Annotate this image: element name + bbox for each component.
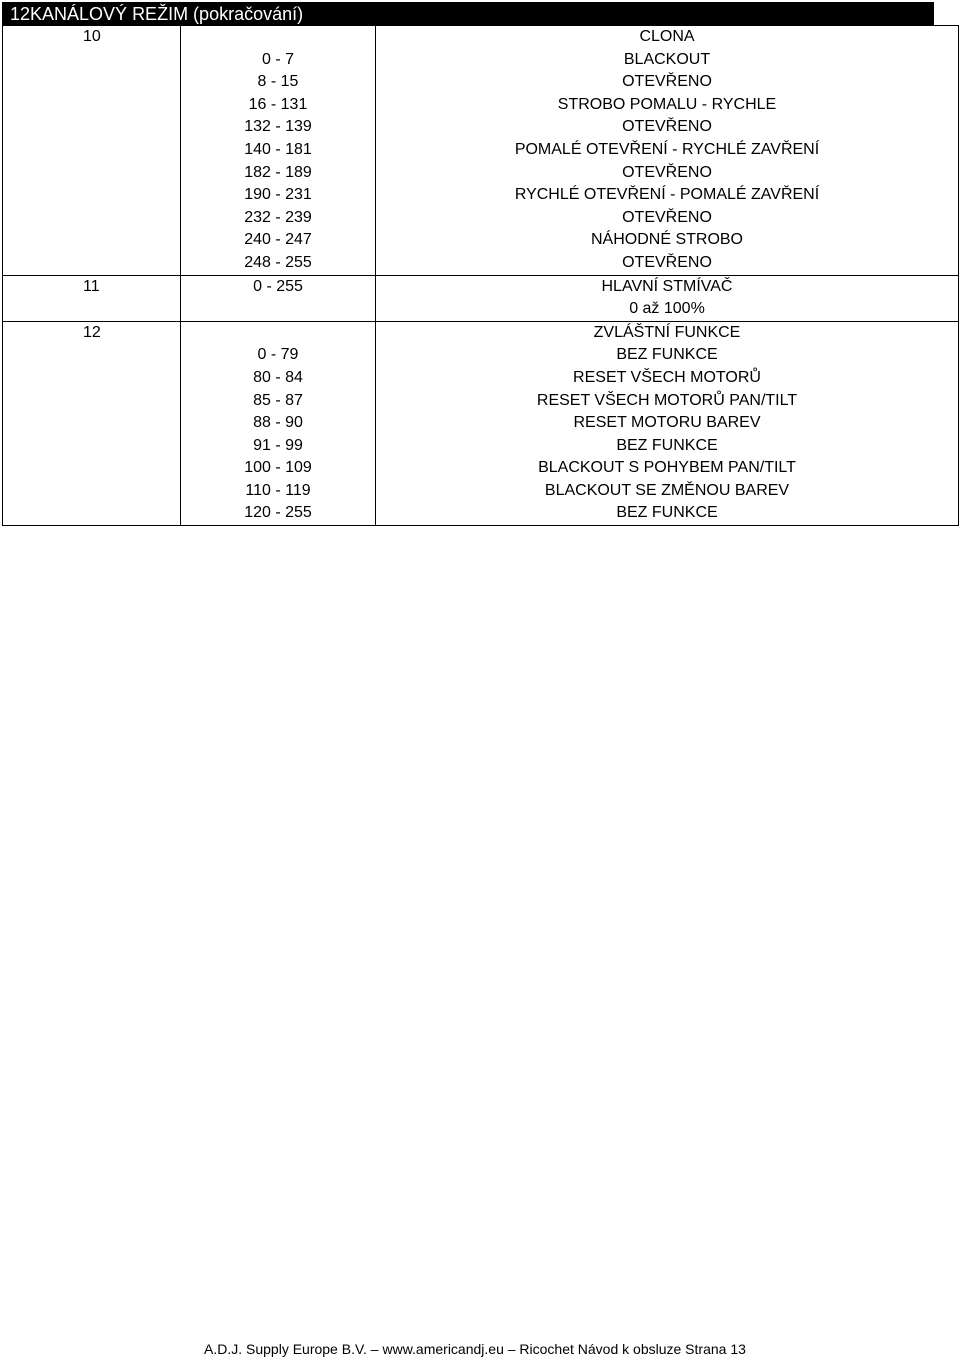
table-row bbox=[3, 162, 959, 185]
channel-number bbox=[3, 252, 181, 275]
table-row bbox=[3, 344, 959, 367]
dmx-range: 16 - 131 bbox=[181, 94, 376, 117]
dmx-range: 140 - 181 bbox=[181, 139, 376, 162]
channel-number bbox=[3, 344, 181, 367]
function-label: OTEVŘENO bbox=[376, 71, 959, 94]
channel-number bbox=[3, 390, 181, 413]
function-label: 0 až 100% bbox=[376, 298, 959, 321]
channel-number bbox=[3, 502, 181, 525]
function-label: BEZ FUNKCE bbox=[376, 502, 959, 525]
channel-number bbox=[3, 480, 181, 503]
function-label: STROBO POMALU - RYCHLE bbox=[376, 94, 959, 117]
table-row bbox=[3, 275, 959, 298]
table-row bbox=[3, 229, 959, 252]
table-row bbox=[3, 94, 959, 117]
function-label: OTEVŘENO bbox=[376, 116, 959, 139]
dmx-range: 91 - 99 bbox=[181, 435, 376, 458]
table-row bbox=[3, 502, 959, 525]
channel-table bbox=[2, 25, 959, 526]
table-row bbox=[3, 184, 959, 207]
function-label: RESET MOTORU BAREV bbox=[376, 412, 959, 435]
function-label: NÁHODNÉ STROBO bbox=[376, 229, 959, 252]
dmx-range: 110 - 119 bbox=[181, 480, 376, 503]
channel-number bbox=[3, 412, 181, 435]
function-label: RESET VŠECH MOTORŮ PAN/TILT bbox=[376, 390, 959, 413]
channel-number bbox=[3, 116, 181, 139]
table-row bbox=[3, 49, 959, 72]
channel-number bbox=[3, 139, 181, 162]
dmx-range bbox=[181, 321, 376, 344]
channel-number: 12 bbox=[3, 321, 181, 344]
table-row bbox=[3, 26, 959, 49]
dmx-range bbox=[181, 298, 376, 321]
channel-number bbox=[3, 94, 181, 117]
dmx-range: 0 - 255 bbox=[181, 275, 376, 298]
dmx-range: 240 - 247 bbox=[181, 229, 376, 252]
channel-number bbox=[3, 435, 181, 458]
dmx-range: 132 - 139 bbox=[181, 116, 376, 139]
function-label: OTEVŘENO bbox=[376, 252, 959, 275]
dmx-range: 100 - 109 bbox=[181, 457, 376, 480]
function-label: BEZ FUNKCE bbox=[376, 344, 959, 367]
function-label: RESET VŠECH MOTORŮ bbox=[376, 367, 959, 390]
table-row bbox=[3, 412, 959, 435]
dmx-range: 182 - 189 bbox=[181, 162, 376, 185]
function-label: POMALÉ OTEVŘENÍ - RYCHLÉ ZAVŘENÍ bbox=[376, 139, 959, 162]
table-row bbox=[3, 435, 959, 458]
channel-group bbox=[3, 321, 959, 525]
channel-number bbox=[3, 71, 181, 94]
dmx-range: 248 - 255 bbox=[181, 252, 376, 275]
page-footer: A.D.J. Supply Europe B.V. – www.americandj.eu – Ricochet Návod k obsluze Strana 13 bbox=[204, 1341, 746, 1357]
channel-number bbox=[3, 298, 181, 321]
dmx-range: 190 - 231 bbox=[181, 184, 376, 207]
page-title: 12KANÁLOVÝ REŽIM (pokračování) bbox=[2, 2, 934, 26]
function-label: ZVLÁŠTNÍ FUNKCE bbox=[376, 321, 959, 344]
function-label: OTEVŘENO bbox=[376, 207, 959, 230]
function-label: HLAVNÍ STMÍVAČ bbox=[376, 275, 959, 298]
channel-number bbox=[3, 207, 181, 230]
channel-number bbox=[3, 229, 181, 252]
dmx-range: 120 - 255 bbox=[181, 502, 376, 525]
dmx-range: 0 - 79 bbox=[181, 344, 376, 367]
channel-number bbox=[3, 184, 181, 207]
dmx-range: 8 - 15 bbox=[181, 71, 376, 94]
table-row bbox=[3, 207, 959, 230]
dmx-range: 80 - 84 bbox=[181, 367, 376, 390]
function-label: BEZ FUNKCE bbox=[376, 435, 959, 458]
table-row bbox=[3, 71, 959, 94]
table-row bbox=[3, 321, 959, 344]
dmx-range: 0 - 7 bbox=[181, 49, 376, 72]
dmx-range: 232 - 239 bbox=[181, 207, 376, 230]
table-row bbox=[3, 390, 959, 413]
channel-group bbox=[3, 26, 959, 276]
channel-number bbox=[3, 162, 181, 185]
function-label: CLONA bbox=[376, 26, 959, 49]
channel-number: 10 bbox=[3, 26, 181, 49]
channel-number bbox=[3, 457, 181, 480]
channel-number bbox=[3, 49, 181, 72]
dmx-range: 85 - 87 bbox=[181, 390, 376, 413]
table-row bbox=[3, 480, 959, 503]
function-label: RYCHLÉ OTEVŘENÍ - POMALÉ ZAVŘENÍ bbox=[376, 184, 959, 207]
table-row bbox=[3, 367, 959, 390]
channel-number: 11 bbox=[3, 275, 181, 298]
channel-number bbox=[3, 367, 181, 390]
function-label: BLACKOUT SE ZMĚNOU BAREV bbox=[376, 480, 959, 503]
channel-group bbox=[3, 275, 959, 321]
function-label: BLACKOUT S POHYBEM PAN/TILT bbox=[376, 457, 959, 480]
dmx-range bbox=[181, 26, 376, 49]
table-row bbox=[3, 116, 959, 139]
table-row bbox=[3, 298, 959, 321]
function-label: OTEVŘENO bbox=[376, 162, 959, 185]
table-row bbox=[3, 252, 959, 275]
table-row bbox=[3, 457, 959, 480]
dmx-range: 88 - 90 bbox=[181, 412, 376, 435]
table-row bbox=[3, 139, 959, 162]
function-label: BLACKOUT bbox=[376, 49, 959, 72]
